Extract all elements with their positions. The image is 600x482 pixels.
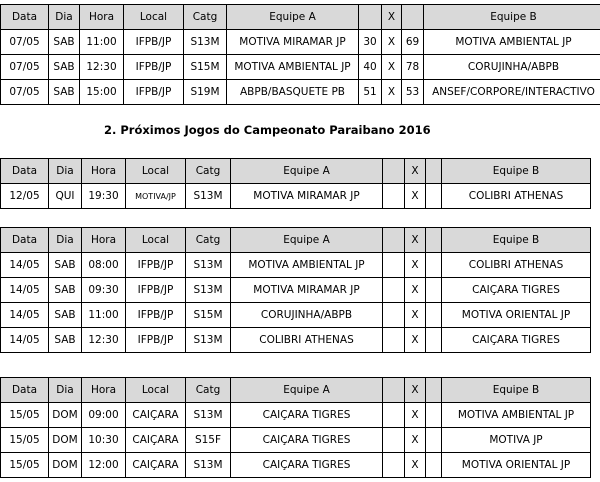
cell-dia: DOM bbox=[49, 453, 82, 478]
cell-equipe-a: ABPB/BASQUETE PB bbox=[227, 80, 359, 105]
cell-equipe-a: MOTIVA AMBIENTAL JP bbox=[231, 253, 383, 278]
cell-hora: 11:00 bbox=[80, 30, 124, 55]
header-dia: Dia bbox=[49, 159, 82, 184]
table-row bbox=[1, 30, 600, 55]
cell-catg: S13M bbox=[186, 253, 231, 278]
header-data: Data bbox=[1, 228, 49, 253]
cell-blank bbox=[383, 403, 405, 428]
cell-equipe-b: CAIÇARA TIGRES bbox=[442, 328, 591, 353]
cell-blank bbox=[383, 303, 405, 328]
cell-catg: S13M bbox=[186, 184, 231, 209]
cell-blank bbox=[383, 278, 405, 303]
cell-catg: S13M bbox=[186, 328, 231, 353]
cell-blank bbox=[383, 328, 405, 353]
header-row bbox=[1, 378, 591, 403]
header-equipe-a: Equipe A bbox=[227, 5, 359, 30]
header-x: X bbox=[405, 378, 426, 403]
cell-hora: 11:00 bbox=[82, 303, 126, 328]
header-local: Local bbox=[126, 159, 186, 184]
cell-blank bbox=[426, 253, 442, 278]
cell-x: X bbox=[382, 80, 402, 105]
header-data: Data bbox=[1, 159, 49, 184]
cell-data: 07/05 bbox=[1, 30, 49, 55]
header-catg: Catg bbox=[184, 5, 227, 30]
cell-equipe-a: MOTIVA MIRAMAR JP bbox=[231, 278, 383, 303]
cell-equipe-a: MOTIVA MIRAMAR JP bbox=[227, 30, 359, 55]
header-equipe-b: Equipe B bbox=[442, 159, 591, 184]
cell-dia: SAB bbox=[49, 30, 80, 55]
cell-score-b: 78 bbox=[402, 55, 424, 80]
cell-data: 12/05 bbox=[1, 184, 49, 209]
upcoming-table-1 bbox=[0, 158, 591, 209]
table-row bbox=[1, 428, 591, 453]
cell-catg: S19M bbox=[184, 80, 227, 105]
cell-equipe-a: CAIÇARA TIGRES bbox=[231, 403, 383, 428]
header-equipe-a: Equipe A bbox=[231, 378, 383, 403]
cell-data: 14/05 bbox=[1, 328, 49, 353]
cell-catg: S15M bbox=[186, 303, 231, 328]
header-blank bbox=[383, 159, 405, 184]
cell-x: X bbox=[405, 403, 426, 428]
header-data: Data bbox=[1, 378, 49, 403]
cell-score-b: 53 bbox=[402, 80, 424, 105]
cell-score-a: 40 bbox=[359, 55, 382, 80]
cell-equipe-b: MOTIVA ORIENTAL JP bbox=[442, 453, 591, 478]
cell-blank bbox=[426, 428, 442, 453]
cell-local: CAIÇARA bbox=[126, 453, 186, 478]
header-hora: Hora bbox=[82, 228, 126, 253]
cell-hora: 12:00 bbox=[82, 453, 126, 478]
cell-data: 14/05 bbox=[1, 278, 49, 303]
cell-x: X bbox=[405, 184, 426, 209]
cell-catg: S13M bbox=[186, 403, 231, 428]
header-blank bbox=[426, 378, 442, 403]
cell-dia: QUI bbox=[49, 184, 82, 209]
cell-local: MOTIVA/JP bbox=[126, 184, 186, 209]
cell-catg: S13M bbox=[184, 30, 227, 55]
cell-blank bbox=[426, 278, 442, 303]
cell-x: X bbox=[405, 253, 426, 278]
cell-equipe-b: CAIÇARA TIGRES bbox=[442, 278, 591, 303]
cell-equipe-b: MOTIVA AMBIENTAL JP bbox=[442, 403, 591, 428]
cell-hora: 09:30 bbox=[82, 278, 126, 303]
header-hora: Hora bbox=[82, 378, 126, 403]
cell-local: CAIÇARA bbox=[126, 428, 186, 453]
cell-data: 15/05 bbox=[1, 453, 49, 478]
header-data: Data bbox=[1, 5, 49, 30]
header-blank bbox=[426, 159, 442, 184]
cell-blank bbox=[383, 428, 405, 453]
header-equipe-b: Equipe B bbox=[424, 5, 600, 30]
cell-blank bbox=[383, 184, 405, 209]
cell-hora: 12:30 bbox=[80, 55, 124, 80]
cell-x: X bbox=[405, 328, 426, 353]
header-row bbox=[1, 159, 591, 184]
cell-data: 15/05 bbox=[1, 403, 49, 428]
section-title: 2. Próximos Jogos do Campeonato Paraibano 2016 bbox=[104, 123, 431, 137]
cell-hora: 10:30 bbox=[82, 428, 126, 453]
cell-blank bbox=[426, 303, 442, 328]
table-row bbox=[1, 328, 591, 353]
cell-score-a: 51 bbox=[359, 80, 382, 105]
cell-equipe-a: MOTIVA AMBIENTAL JP bbox=[227, 55, 359, 80]
header-dia: Dia bbox=[49, 5, 80, 30]
header-local: Local bbox=[126, 228, 186, 253]
cell-dia: SAB bbox=[49, 253, 82, 278]
header-catg: Catg bbox=[186, 159, 231, 184]
cell-equipe-a: CAIÇARA TIGRES bbox=[231, 453, 383, 478]
cell-dia: SAB bbox=[49, 303, 82, 328]
cell-dia: DOM bbox=[49, 428, 82, 453]
cell-hora: 19:30 bbox=[82, 184, 126, 209]
results-table bbox=[0, 4, 600, 105]
header-blank bbox=[426, 228, 442, 253]
header-blank bbox=[402, 5, 424, 30]
cell-blank bbox=[426, 403, 442, 428]
cell-local: IFPB/JP bbox=[126, 303, 186, 328]
cell-equipe-b: ANSEF/CORPORE/INTERACTIVO bbox=[424, 80, 600, 105]
cell-x: X bbox=[382, 30, 402, 55]
cell-x: X bbox=[405, 428, 426, 453]
cell-local: IFPB/JP bbox=[124, 80, 184, 105]
header-blank bbox=[383, 378, 405, 403]
header-x: X bbox=[405, 159, 426, 184]
header-equipe-a: Equipe A bbox=[231, 159, 383, 184]
header-x: X bbox=[405, 228, 426, 253]
cell-local: IFPB/JP bbox=[126, 328, 186, 353]
cell-equipe-b: CORUJINHA/ABPB bbox=[424, 55, 600, 80]
cell-catg: S13M bbox=[186, 453, 231, 478]
header-blank bbox=[359, 5, 382, 30]
header-equipe-b: Equipe B bbox=[442, 228, 591, 253]
cell-equipe-a: MOTIVA MIRAMAR JP bbox=[231, 184, 383, 209]
cell-equipe-b: MOTIVA JP bbox=[442, 428, 591, 453]
header-hora: Hora bbox=[80, 5, 124, 30]
cell-local: IFPB/JP bbox=[126, 278, 186, 303]
cell-local: IFPB/JP bbox=[124, 55, 184, 80]
header-dia: Dia bbox=[49, 378, 82, 403]
cell-x: X bbox=[405, 278, 426, 303]
cell-data: 15/05 bbox=[1, 428, 49, 453]
cell-hora: 08:00 bbox=[82, 253, 126, 278]
cell-catg: S15F bbox=[186, 428, 231, 453]
cell-equipe-b: MOTIVA ORIENTAL JP bbox=[442, 303, 591, 328]
cell-equipe-b: COLIBRI ATHENAS bbox=[442, 184, 591, 209]
cell-hora: 15:00 bbox=[80, 80, 124, 105]
cell-dia: SAB bbox=[49, 278, 82, 303]
table-row bbox=[1, 278, 591, 303]
header-dia: Dia bbox=[49, 228, 82, 253]
table-row bbox=[1, 184, 591, 209]
header-row bbox=[1, 5, 600, 30]
cell-blank bbox=[426, 453, 442, 478]
cell-data: 07/05 bbox=[1, 80, 49, 105]
cell-dia: SAB bbox=[49, 55, 80, 80]
table-row bbox=[1, 303, 591, 328]
header-equipe-a: Equipe A bbox=[231, 228, 383, 253]
cell-blank bbox=[383, 253, 405, 278]
cell-dia: SAB bbox=[49, 328, 82, 353]
cell-equipe-a: CAIÇARA TIGRES bbox=[231, 428, 383, 453]
cell-data: 14/05 bbox=[1, 303, 49, 328]
cell-equipe-a: COLIBRI ATHENAS bbox=[231, 328, 383, 353]
header-catg: Catg bbox=[186, 378, 231, 403]
cell-data: 14/05 bbox=[1, 253, 49, 278]
cell-local: IFPB/JP bbox=[124, 30, 184, 55]
cell-x: X bbox=[405, 453, 426, 478]
table-row bbox=[1, 253, 591, 278]
header-local: Local bbox=[126, 378, 186, 403]
cell-dia: DOM bbox=[49, 403, 82, 428]
cell-score-a: 30 bbox=[359, 30, 382, 55]
cell-local: IFPB/JP bbox=[126, 253, 186, 278]
header-row bbox=[1, 228, 591, 253]
cell-data: 07/05 bbox=[1, 55, 49, 80]
header-catg: Catg bbox=[186, 228, 231, 253]
header-blank bbox=[383, 228, 405, 253]
cell-x: X bbox=[405, 303, 426, 328]
upcoming-table-2 bbox=[0, 227, 591, 353]
cell-dia: SAB bbox=[49, 80, 80, 105]
cell-local: CAIÇARA bbox=[126, 403, 186, 428]
cell-catg: S15M bbox=[184, 55, 227, 80]
table-row bbox=[1, 55, 600, 80]
cell-equipe-a: CORUJINHA/ABPB bbox=[231, 303, 383, 328]
cell-catg: S13M bbox=[186, 278, 231, 303]
cell-hora: 09:00 bbox=[82, 403, 126, 428]
header-equipe-b: Equipe B bbox=[442, 378, 591, 403]
cell-hora: 12:30 bbox=[82, 328, 126, 353]
cell-blank bbox=[383, 453, 405, 478]
cell-blank bbox=[426, 184, 442, 209]
header-local: Local bbox=[124, 5, 184, 30]
header-hora: Hora bbox=[82, 159, 126, 184]
table-row bbox=[1, 453, 591, 478]
cell-equipe-b: MOTIVA AMBIENTAL JP bbox=[424, 30, 600, 55]
header-x: X bbox=[382, 5, 402, 30]
cell-equipe-b: COLIBRI ATHENAS bbox=[442, 253, 591, 278]
table-row bbox=[1, 403, 591, 428]
cell-x: X bbox=[382, 55, 402, 80]
cell-score-b: 69 bbox=[402, 30, 424, 55]
cell-blank bbox=[426, 328, 442, 353]
upcoming-table-3 bbox=[0, 377, 591, 478]
table-row bbox=[1, 80, 600, 105]
